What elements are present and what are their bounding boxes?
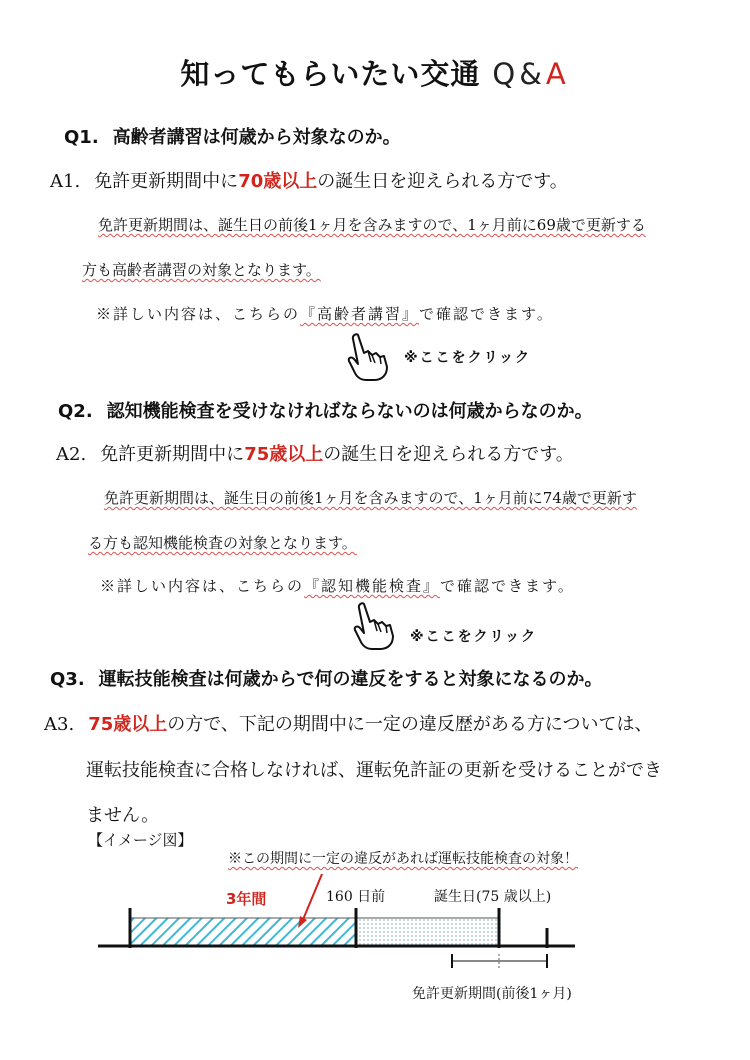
day160-label: 160 日前 bbox=[326, 889, 386, 905]
three-year-period-area bbox=[130, 918, 356, 946]
answer-1 bbox=[50, 167, 568, 193]
link-note-pre: ※詳しい内容は、こちらの bbox=[100, 577, 305, 595]
three-years-label: 3年間 bbox=[226, 890, 267, 908]
page-title bbox=[0, 52, 750, 93]
answer-1-number: A1. bbox=[50, 171, 81, 192]
question-3-text: 運転技能検査は何歳からで何の違反をすると対象になるのか。 bbox=[98, 669, 603, 690]
answer-1-detail-line1: 免許更新期間は、誕生日の前後1ヶ月を含みますので、1ヶ月前に69歳で更新する bbox=[98, 216, 646, 234]
figure-note: ※この期間に一定の違反があれば運転技能検査の対象！ bbox=[228, 851, 578, 867]
link-note-post: で確認できます。 bbox=[419, 305, 554, 323]
click-here-label-1[interactable]: ※ここをクリック bbox=[404, 350, 532, 366]
answer-3-line1: の方で、下記の期間中に一定の違反歴がある方については、 bbox=[167, 714, 653, 735]
pointer-hand-icon[interactable] bbox=[344, 331, 392, 387]
answer-2-pre: 免許更新期間中に bbox=[100, 444, 245, 465]
question-1 bbox=[64, 123, 401, 149]
title-amp: & bbox=[519, 57, 546, 91]
answer-1-post: の誕生日を迎えられる方です。 bbox=[317, 171, 568, 192]
answer-3-number: A3. bbox=[44, 714, 75, 735]
answer-2-detail-line2: る方も認知機能検査の対象となります。 bbox=[88, 534, 357, 552]
pre-birthday-area bbox=[356, 918, 499, 946]
link-ninchi-kino-kensa[interactable]: 『認知機能検査』 bbox=[304, 577, 441, 595]
answer-2-detail-line1: 免許更新期間は、誕生日の前後1ヶ月を含みますので、1ヶ月前に74歳で更新す bbox=[104, 489, 637, 507]
answer-3-line2: 運転技能検査に合格しなければ、運転免許証の更新を受けることができ bbox=[86, 760, 662, 781]
answer-2-link-note bbox=[100, 575, 575, 596]
answer-2 bbox=[56, 440, 574, 466]
answer-3 bbox=[44, 710, 653, 736]
answer-1-detail-line2: 方も高齢者講習の対象となります。 bbox=[82, 261, 321, 279]
answer-2-post: の誕生日を迎えられる方です。 bbox=[323, 444, 574, 465]
figure-label: 【イメージ図】 bbox=[88, 831, 193, 849]
answer-3-highlight: 75歳以上 bbox=[88, 714, 168, 735]
link-koreisha-koshu[interactable]: 『高齢者講習』 bbox=[300, 305, 420, 323]
title-main: 知ってもらいたい交通 bbox=[180, 57, 481, 91]
question-3 bbox=[50, 665, 603, 691]
question-2 bbox=[58, 397, 593, 423]
red-arrow bbox=[302, 874, 322, 922]
renewal-period-label: 免許更新期間(前後1ヶ月) bbox=[412, 986, 572, 1002]
link-note-pre: ※詳しい内容は、こちらの bbox=[96, 305, 301, 323]
answer-2-highlight: 75歳以上 bbox=[244, 444, 324, 465]
answer-2-number: A2. bbox=[56, 444, 87, 465]
question-1-number: Q1. bbox=[64, 127, 99, 148]
question-2-number: Q2. bbox=[58, 401, 93, 422]
title-q: Q bbox=[492, 57, 520, 91]
answer-1-highlight: 70歳以上 bbox=[238, 171, 318, 192]
answer-3-line3: ません。 bbox=[86, 805, 160, 826]
answer-1-pre: 免許更新期間中に bbox=[94, 171, 239, 192]
question-2-text: 認知機能検査を受けなければならないのは何歳からなのか。 bbox=[106, 401, 593, 422]
question-1-text: 高齢者講習は何歳から対象なのか。 bbox=[112, 127, 401, 148]
click-here-label-2[interactable]: ※ここをクリック bbox=[410, 629, 538, 645]
birthday-label: 誕生日(75 歳以上) bbox=[434, 889, 552, 905]
answer-1-link-note bbox=[96, 303, 554, 324]
title-a: A bbox=[545, 57, 570, 91]
question-3-number: Q3. bbox=[50, 669, 85, 690]
title-qa bbox=[492, 57, 569, 91]
pointer-hand-icon[interactable] bbox=[350, 600, 398, 656]
link-note-post: で確認できます。 bbox=[440, 577, 575, 595]
